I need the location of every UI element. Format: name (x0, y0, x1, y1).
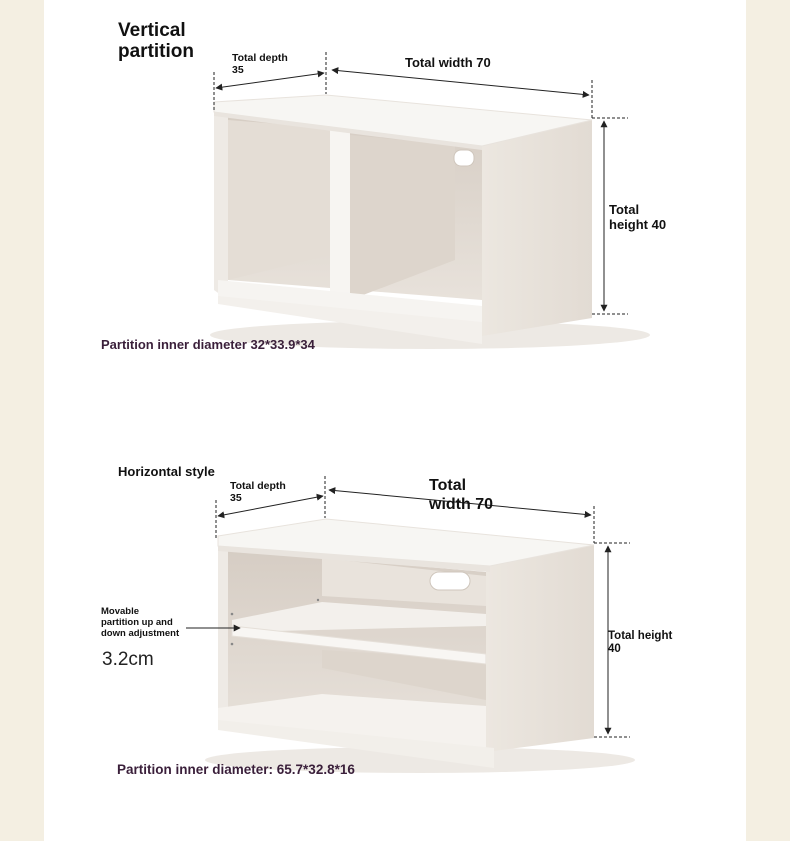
pin-hole (317, 599, 319, 601)
left-side-panel (214, 112, 228, 300)
right-side-panel (482, 120, 592, 336)
vertical-caption: Partition inner diameter 32*33.9*34 (101, 337, 315, 352)
vertical-height-label: Total (609, 202, 640, 217)
vertical-title-line1: Vertical (118, 20, 186, 41)
handle-hole-icon (430, 572, 470, 590)
horizontal-width-value: width 70 (429, 496, 494, 513)
movable-note-line2: partition up and (101, 617, 173, 628)
left-compartment-wall (228, 120, 330, 280)
horizontal-depth-label: Total depth (230, 480, 286, 492)
horizontal-title: Horizontal style (118, 464, 215, 479)
horizontal-height-label: Total height (608, 630, 673, 642)
vertical-height-value: height 40 (609, 217, 667, 232)
horizontal-caption: Partition inner diameter: 65.7*32.8*16 (117, 762, 355, 777)
width-arrow (332, 70, 589, 95)
pin-hole (231, 613, 234, 616)
pin-hole (231, 643, 234, 646)
right-side-panel (486, 545, 594, 752)
horizontal-cabinet (205, 519, 635, 773)
vertical-depth-label: Total depth (232, 52, 288, 64)
vertical-width-label: Total width 70 (405, 55, 491, 70)
movable-note-line1: Movable (101, 606, 140, 617)
handle-hole-icon (454, 150, 474, 166)
vertical-title-line2: partition (118, 41, 194, 62)
horizontal-width-label: Total (429, 477, 467, 494)
gap-value: 3.2cm (102, 649, 154, 670)
vertical-divider (330, 128, 350, 302)
vertical-cabinet (210, 95, 650, 349)
movable-note-line3: down adjustment (101, 628, 180, 639)
horizontal-height-value: 40 (608, 643, 621, 655)
horizontal-depth-value: 35 (230, 492, 242, 504)
left-side-panel (218, 546, 228, 715)
vertical-depth-value: 35 (232, 64, 244, 76)
